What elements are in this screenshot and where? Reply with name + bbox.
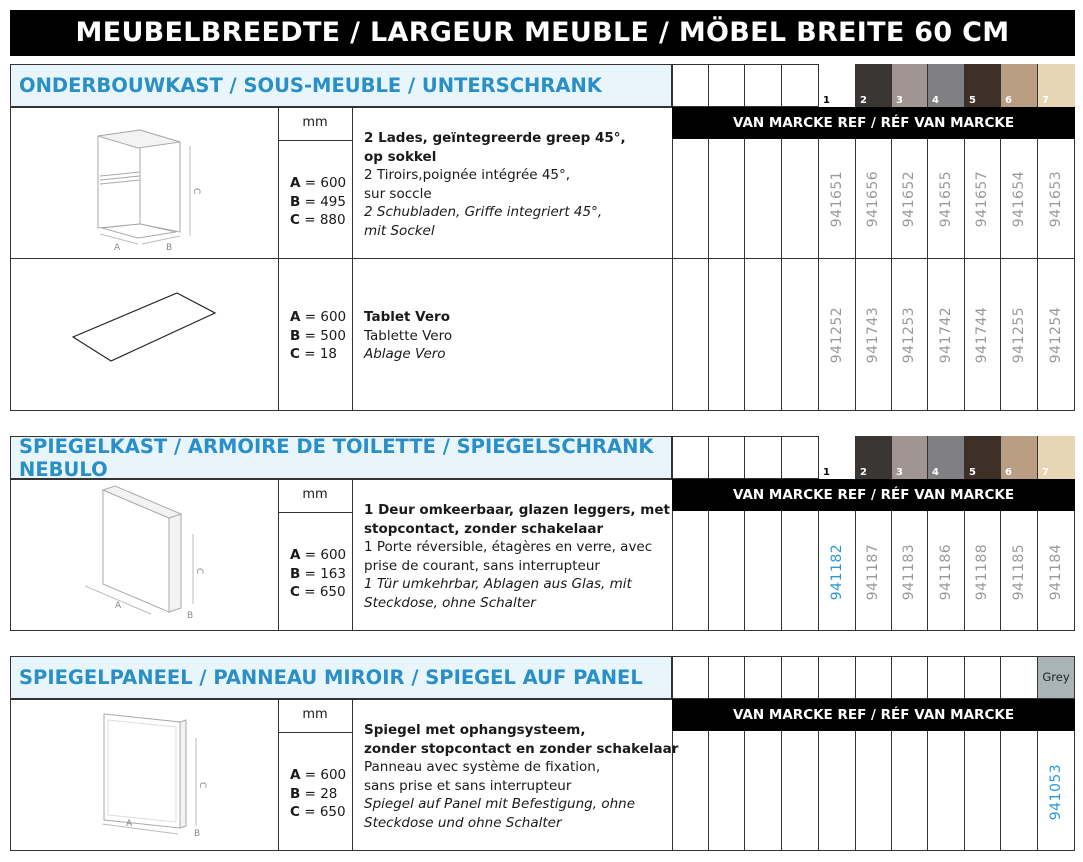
swatch-grey: Grey (1038, 657, 1074, 698)
ref-cell: 941255 (1011, 306, 1028, 364)
svg-text:A: A (126, 819, 133, 829)
swatch-5: 5 (964, 436, 1000, 479)
mm-label: mm (302, 707, 328, 722)
dimensions: A = 600 B = 500 C = 18 (290, 309, 347, 362)
swatch-3: 3 (891, 64, 927, 107)
svg-text:C: C (197, 782, 207, 789)
ref-header: VAN MARCKE REF / RÉF VAN MARCKE (672, 479, 1075, 511)
ref-cell: 941254 (1048, 306, 1065, 364)
swatch-4: 4 (927, 64, 964, 107)
section-title: ONDERBOUWKAST / SOUS-MEUBLE / UNTERSCHRANK (10, 64, 672, 107)
ref-header: VAN MARCKE REF / RÉF VAN MARCKE (672, 107, 1075, 139)
header-grid (672, 656, 1075, 699)
ref-cell: 941253 (901, 306, 918, 364)
swatch-1: 1 (818, 436, 855, 479)
svg-text:A: A (114, 243, 121, 253)
svg-text:B: B (187, 611, 194, 621)
description: Spiegel met ophangsysteem, zonder stopcontact en zonder schakelaar Panneau avec système de fixation, sans prise et sans interrupteur Spiegel auf Panel mit Befestigung, ohne Steckdose und ohne Schalter (364, 722, 679, 831)
swatch-2: 2 (855, 436, 891, 479)
ref-cell: 941252 (829, 306, 846, 364)
mm-label: mm (302, 487, 328, 502)
swatch-7: 7 (1037, 436, 1075, 479)
svg-text:A: A (115, 601, 122, 611)
ref-cell: 941742 (938, 306, 955, 364)
section-unterschrank (10, 64, 1075, 411)
section-spiegelschrank (10, 436, 1075, 631)
ref-cell-highlighted: 941182 (829, 543, 846, 600)
description: Tablet Vero Tablette Vero Ablage Vero (364, 309, 453, 362)
section-title: SPIEGELKAST / ARMOIRE DE TOILETTE / SPIEGELSCHRANK NEBULO (10, 436, 672, 479)
ref-cell: 941653 (1048, 170, 1065, 228)
ref-cell: 941186 (938, 543, 955, 600)
ref-cell: 941183 (901, 543, 918, 600)
ref-cell: 941743 (865, 306, 882, 364)
ref-header: VAN MARCKE REF / RÉF VAN MARCKE (672, 699, 1075, 731)
ref-cell: 941652 (901, 170, 918, 228)
swatch-2: 2 (855, 64, 891, 107)
swatch-3: 3 (891, 436, 927, 479)
dimensions: A = 600 B = 163 C = 650 (290, 547, 347, 600)
section-spiegelpaneel (10, 656, 1075, 851)
ref-cell: 941657 (974, 170, 991, 228)
tabletop-illustration (65, 289, 225, 369)
section-title: SPIEGELPANEEL / PANNEAU MIROIR / SPIEGEL AUF PANEL (10, 656, 672, 699)
dimensions: A = 600 B = 495 C = 880 (290, 175, 347, 228)
svg-text:B: B (194, 829, 201, 839)
description: 2 Lades, geïntegreerde greep 45°, op sokkel 2 Tiroirs,poignée intégrée 45°, sur soccle 2 Schubladen, Griffe integriert 45°, mit Sockel (364, 130, 626, 239)
mm-label: mm (302, 115, 328, 130)
description: 1 Deur omkeerbaar, glazen leggers, met stopcontact, zonder schakelaar 1 Porte réversible, étagères en verre, avec prise de courant, sans interrupteur 1 Tür umkehrbar, Ablagen aus Glas, mit Steckdose, ohne Schalter (364, 502, 670, 611)
ref-cell: 941185 (1011, 543, 1028, 600)
ref-cell: 941744 (974, 306, 991, 364)
ref-cell: 941184 (1048, 543, 1065, 600)
ref-cell: 941187 (865, 543, 882, 600)
mirror-cabinet-illustration (85, 484, 215, 624)
svg-text:C: C (194, 568, 204, 575)
ref-cell: 941651 (829, 170, 846, 228)
swatch-6: 6 (1000, 436, 1037, 479)
vanity-cabinet-illustration (80, 116, 210, 256)
ref-cell: 941188 (974, 543, 991, 600)
svg-text:B: B (166, 243, 173, 253)
ref-cell: 941655 (938, 170, 955, 228)
page-banner: MEUBELBREEDTE / LARGEUR MEUBLE / MÖBEL BREITE 60 CM (10, 10, 1075, 56)
swatch-6: 6 (1000, 64, 1037, 107)
swatch-1: 1 (818, 64, 855, 107)
swatch-5: 5 (964, 64, 1000, 107)
dimensions: A = 600 B = 28 C = 650 (290, 767, 347, 820)
ref-cell-highlighted: 941053 (1048, 763, 1065, 820)
swatch-7: 7 (1037, 64, 1075, 107)
swatch-4: 4 (927, 436, 964, 479)
ref-cell: 941656 (865, 170, 882, 228)
svg-text:C: C (191, 188, 201, 195)
mirror-panel-illustration (90, 708, 220, 840)
ref-cell: 941654 (1011, 170, 1028, 228)
